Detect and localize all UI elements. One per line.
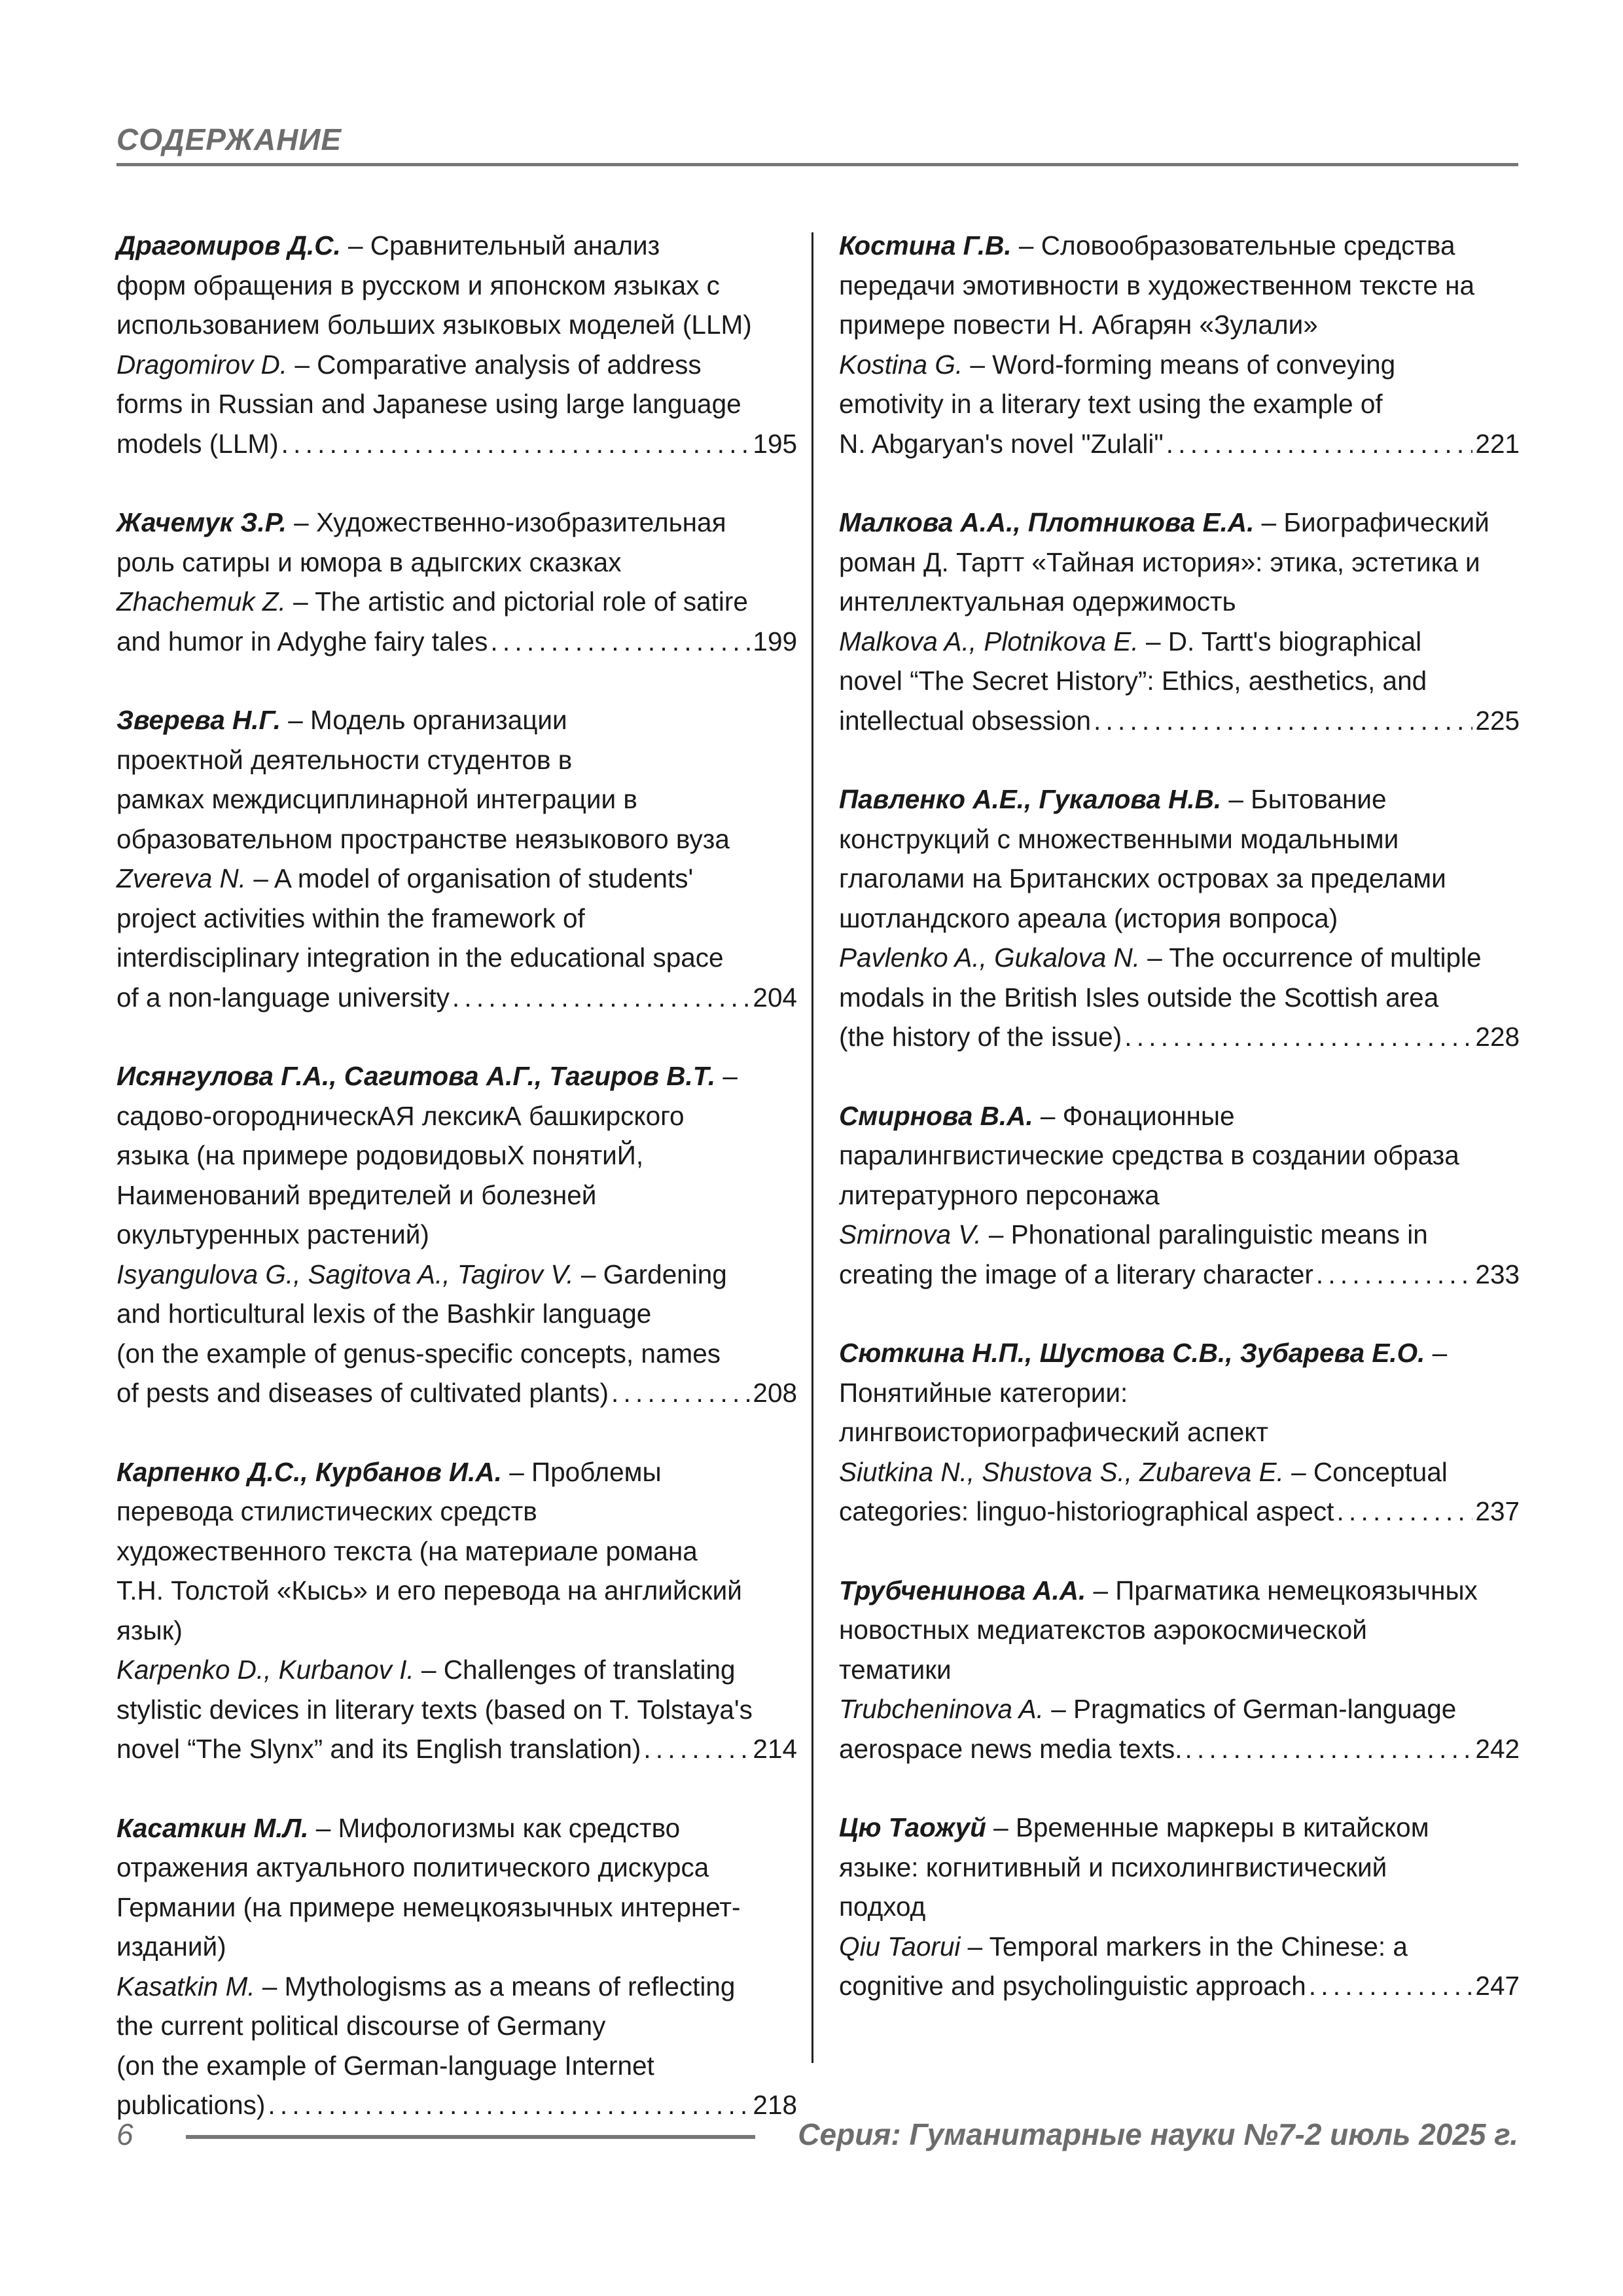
entry-title-en <box>116 859 797 1017</box>
entry-title-ru <box>116 700 797 859</box>
entry-title-ru <box>839 780 1520 938</box>
page-number: 6 <box>116 2117 134 2151</box>
leader-dots <box>490 622 750 662</box>
page-ref[interactable]: 221 <box>1475 428 1520 459</box>
entry-title-ru <box>839 1808 1520 1927</box>
leader-dots <box>1309 1966 1473 2006</box>
toc-column-right <box>839 226 1520 2045</box>
title-ru-line: шотландского ареала (история вопроса) <box>839 903 1338 933</box>
title-en-line <box>839 1452 1520 1492</box>
title-en-text: – Word-forming means of conveying <box>963 349 1396 380</box>
toc-entry[interactable] <box>116 226 797 463</box>
author-ru: Драгомиров Д.С. <box>116 230 341 260</box>
author-en: Qiu Taorui <box>839 1931 961 1962</box>
title-ru-line: окультуренных растений) <box>116 1219 429 1249</box>
toc-entry[interactable] <box>839 780 1520 1057</box>
title-ru-line: интеллектуальная одержимость <box>839 586 1236 617</box>
title-en-text: models (LLM) <box>116 428 279 459</box>
title-ru-line <box>839 780 1520 819</box>
title-ru-line: Т.Н. Толстой «Кысь» и его перевода на английский <box>116 1575 742 1605</box>
author-en: Dragomirov D. <box>116 349 288 380</box>
author-ru: Цю Таожуй <box>839 1812 986 1842</box>
leader-dots <box>1166 424 1473 464</box>
toc-entry[interactable] <box>116 1808 797 2125</box>
title-en-last-line <box>839 424 1520 464</box>
title-ru-line: роман Д. Тартт «Тайная история»: этика, эстетика и <box>839 547 1480 577</box>
title-ru-line <box>116 700 797 740</box>
author-en: Karpenko D., Kurbanov I. <box>116 1655 414 1685</box>
title-ru-text: – Понятийные категории: <box>839 1338 1448 1408</box>
toc-entry[interactable] <box>839 503 1520 740</box>
title-ru-line: паралингвистические средства в создании образа <box>839 1140 1459 1170</box>
title-en-line: interdisciplinary integration in the educational space <box>116 942 724 973</box>
title-en-line <box>116 1650 797 1690</box>
title-en-line: forms in Russian and Japanese using large language <box>116 389 741 419</box>
leader-dots <box>268 2085 750 2125</box>
leader-dots <box>643 1729 750 1769</box>
page-ref[interactable]: 214 <box>753 1734 797 1764</box>
title-ru-text: – Проблемы <box>501 1456 662 1487</box>
title-en-line: and horticultural lexis of the Bashkir language <box>116 1299 652 1329</box>
title-en-text: – Gardening <box>573 1259 727 1289</box>
title-ru-line: использованием больших языковых моделей (LLM) <box>116 310 752 340</box>
title-ru-text: – Биографический <box>1254 507 1489 537</box>
author-ru: Малкова А.А., Плотникова Е.А. <box>839 507 1255 537</box>
toc-entry[interactable] <box>839 1808 1520 2006</box>
title-ru-line <box>839 1096 1520 1136</box>
title-en-text: – Conceptual <box>1283 1456 1448 1487</box>
title-ru-line: рамках междисциплинарной интеграции в <box>116 784 637 814</box>
title-ru-text: – Бытование <box>1221 784 1387 814</box>
title-en-text: (the history of the issue) <box>839 1022 1122 1052</box>
title-en-line <box>116 859 797 899</box>
title-en-last-line <box>116 424 797 464</box>
author-ru: Исянгулова Г.А., Сагитова А.Г., Тагиров В.Т. <box>116 1061 716 1091</box>
page-ref[interactable]: 228 <box>1475 1022 1520 1052</box>
author-en: Pavlenko A., Gukalova N. <box>839 942 1140 973</box>
title-en-line <box>839 1215 1520 1255</box>
title-en-line <box>839 1689 1520 1729</box>
title-en-text: – Temporal markers in the Chinese: a <box>960 1931 1408 1962</box>
title-en-last-line <box>839 1017 1520 1057</box>
title-en-line: the current political discourse of Germany <box>116 2011 606 2041</box>
title-en-line <box>116 345 797 385</box>
title-ru-line: Наименований вредителей и болезней <box>116 1179 597 1210</box>
title-ru-line <box>839 226 1520 266</box>
page-ref[interactable]: 208 <box>753 1378 797 1408</box>
title-ru-line: языке: когнитивный и психолингвистический <box>839 1852 1387 1882</box>
leader-dots <box>1094 701 1472 741</box>
page-ref[interactable]: 247 <box>1475 1971 1520 2001</box>
title-en-line: (on the example of German-language Internet <box>116 2050 654 2081</box>
title-ru-line: литературного персонажа <box>839 1179 1160 1210</box>
title-ru-line: подход <box>839 1892 926 1922</box>
title-en-text: and humor in Adyghe fairy tales <box>116 626 488 656</box>
leader-dots <box>452 978 751 1018</box>
entry-title-en <box>116 345 797 464</box>
title-ru-line <box>839 1333 1520 1412</box>
title-ru-line <box>116 503 797 543</box>
title-en-last-line <box>839 1492 1520 1532</box>
title-ru-line: глаголами на Британских островах за пределами <box>839 863 1446 893</box>
title-en-last-line <box>116 1729 797 1769</box>
title-ru-line: образовательном пространстве неязыкового вуза <box>116 823 730 854</box>
page-ref[interactable]: 199 <box>753 626 797 656</box>
title-ru-line <box>839 503 1520 543</box>
entry-title-ru <box>116 503 797 582</box>
title-en-text: – Comparative analysis of address <box>287 349 702 380</box>
journal-series: Серия: Гуманитарные науки №7-2 июль 2025 г. <box>798 2117 1518 2151</box>
title-ru-line: художественного текста (на материале романа <box>116 1535 698 1566</box>
author-ru: Жачемук З.Р. <box>116 507 287 537</box>
title-ru-line: передачи эмотивности в художественном тексте на <box>839 270 1475 300</box>
title-en-line: novel “The Secret History”: Ethics, aesthetics, and <box>839 666 1427 696</box>
title-ru-line: Германии (на примере немецкоязычных интернет- <box>116 1892 741 1922</box>
entry-title-en <box>116 582 797 661</box>
author-en: Smirnova V. <box>839 1219 982 1249</box>
title-en-text: N. Abgaryan's novel "Zulali" <box>839 428 1164 459</box>
title-en-text: categories: linguo-historiographical aspect <box>839 1496 1334 1526</box>
entry-title-ru <box>116 1056 797 1255</box>
author-en: Kostina G. <box>839 349 963 380</box>
leader-dots <box>1336 1492 1472 1532</box>
title-en-text: – A model of organisation of students' <box>246 863 694 893</box>
author-en: Malkova A., Plotnikova E. <box>839 626 1139 656</box>
title-en-text: of a non-language university <box>116 982 450 1013</box>
title-ru-line: отражения актуального политического дискурса <box>116 1852 709 1882</box>
page-ref[interactable]: 237 <box>1475 1496 1520 1526</box>
title-ru-line: роль сатиры и юмора в адыгских сказках <box>116 547 622 577</box>
toc-entry[interactable] <box>116 1452 797 1769</box>
title-en-text: – Pragmatics of German-language <box>1043 1694 1457 1724</box>
title-ru-text: – Сравнительный анализ <box>340 230 660 260</box>
title-ru-line: тематики <box>839 1654 952 1685</box>
title-en-line <box>839 345 1520 385</box>
entry-title-en <box>839 1215 1520 1294</box>
entry-title-en <box>839 1452 1520 1532</box>
title-en-line <box>839 938 1520 978</box>
title-en-last-line <box>116 978 797 1018</box>
toc-entry[interactable] <box>839 1333 1520 1532</box>
title-en-text: – Phonational paralinguistic means in <box>981 1219 1428 1249</box>
author-en: Zhachemuk Z. <box>116 586 286 617</box>
title-en-line <box>116 1967 797 2007</box>
entry-title-en <box>116 1650 797 1769</box>
toc-column-left <box>116 226 797 2164</box>
title-en-text: creating the image of a literary character <box>839 1259 1313 1289</box>
title-ru-line: перевода стилистических средств <box>116 1496 537 1526</box>
author-ru: Костина Г.В. <box>839 230 1012 260</box>
toc-entry[interactable] <box>839 226 1520 463</box>
toc-entry[interactable] <box>839 1571 1520 1769</box>
toc-entry[interactable] <box>839 1096 1520 1295</box>
author-en: Trubcheninova A. <box>839 1694 1044 1724</box>
title-en-line <box>839 622 1520 662</box>
page-title: СОДЕРЖАНИЕ <box>116 122 342 156</box>
title-en-line: (on the example of genus-specific concepts, names <box>116 1338 721 1369</box>
title-ru-line: изданий) <box>116 1931 226 1962</box>
title-ru-text: – Фонационные <box>1033 1100 1235 1131</box>
author-ru: Смирнова В.А. <box>839 1100 1033 1131</box>
column-divider <box>812 232 813 2063</box>
title-en-text: novel “The Slynx” and its English translation) <box>116 1734 641 1764</box>
title-ru-line <box>116 1808 797 1848</box>
page-ref[interactable]: 233 <box>1475 1259 1520 1289</box>
title-en-line <box>839 1927 1520 1967</box>
title-en-text: – The occurrence of multiple <box>1139 942 1482 973</box>
page-ref[interactable]: 218 <box>753 2090 797 2120</box>
title-ru-line: лингвоисториографический аспект <box>839 1417 1268 1447</box>
author-ru: Павленко А.Е., Гукалова Н.В. <box>839 784 1222 814</box>
page-ref[interactable]: 195 <box>753 428 797 459</box>
author-en: Siutkina N., Shustova S., Zubareva E. <box>839 1456 1284 1487</box>
page-ref[interactable]: 204 <box>753 982 797 1013</box>
entry-title-ru <box>839 1096 1520 1215</box>
title-ru-text: – <box>715 1061 738 1091</box>
title-en-text: aerospace news media texts. <box>839 1733 1183 1764</box>
title-ru-text: – Словообразовательные средства <box>1011 230 1455 260</box>
toc-entry[interactable] <box>116 503 797 661</box>
title-en-last-line <box>839 1255 1520 1295</box>
title-ru-text: – Модель организации <box>281 705 567 735</box>
title-en-line: project activities within the framework of <box>116 903 585 933</box>
author-ru: Трубченинова А.А. <box>839 1575 1086 1605</box>
entry-title-ru <box>116 1808 797 1967</box>
author-ru: Карпенко Д.С., Курбанов И.А. <box>116 1456 502 1487</box>
leader-dots <box>611 1373 750 1413</box>
title-ru-line: новостных медиатекстов аэрокосмической <box>839 1615 1367 1645</box>
title-en-text: – D. Tartt's biographical <box>1138 626 1422 656</box>
header-divider <box>116 163 1518 166</box>
title-en-line: stylistic devices in literary texts (based on T. Tolstaya's <box>116 1694 753 1725</box>
entry-title-en <box>839 938 1520 1057</box>
title-en-line: emotivity in a literary text using the example of <box>839 389 1383 419</box>
title-en-text: publications) <box>116 2090 266 2120</box>
title-ru-text: – Временные маркеры в китайском <box>986 1812 1429 1842</box>
title-en-line <box>116 1255 797 1295</box>
entry-title-ru <box>839 1571 1520 1690</box>
author-en: Kasatkin M. <box>116 1971 255 2001</box>
title-en-last-line <box>839 1966 1520 2006</box>
title-en-last-line <box>116 622 797 662</box>
author-en: Zvereva N. <box>116 863 247 893</box>
title-ru-line <box>839 1571 1520 1611</box>
title-ru-text: – Художественно-изобразительная <box>286 507 726 537</box>
title-en-text: – Challenges of translating <box>414 1655 736 1685</box>
title-en-text: intellectual obsession <box>839 705 1091 736</box>
title-ru-line <box>116 1056 797 1096</box>
title-ru-line: форм обращения в русском и японском языках с <box>116 270 720 300</box>
entry-title-en <box>839 1927 1520 2006</box>
author-ru: Сюткина Н.П., Шустова С.В., Зубарева Е.О. <box>839 1338 1425 1368</box>
title-ru-line <box>839 1808 1520 1848</box>
entry-title-en <box>839 345 1520 464</box>
title-ru-line <box>116 1452 797 1492</box>
entry-title-ru <box>839 1333 1520 1452</box>
page-ref[interactable]: 242 <box>1475 1733 1520 1764</box>
title-en-text: – The artistic and pictorial role of satire <box>285 586 748 617</box>
title-ru-text: – Мифологизмы как средство <box>308 1812 681 1843</box>
title-en-last-line <box>116 1373 797 1413</box>
entry-title-ru <box>839 226 1520 345</box>
leader-dots <box>1185 1729 1473 1769</box>
entry-title-ru <box>116 1452 797 1651</box>
entry-title-en <box>116 1255 797 1413</box>
title-en-last-line <box>839 1729 1520 1769</box>
entry-title-en <box>839 1689 1520 1768</box>
entry-title-en <box>839 622 1520 741</box>
title-ru-line: конструкций с множественными модальными <box>839 823 1399 854</box>
title-en-last-line <box>839 701 1520 741</box>
title-ru-line: садово-огородническАЯ лексикА башкирского <box>116 1100 685 1131</box>
author-en: Isyangulova G., Sagitova A., Tagirov V. <box>116 1259 574 1289</box>
entry-title-ru <box>839 503 1520 622</box>
title-en-line: modals in the British Isles outside the Scottish area <box>839 982 1439 1013</box>
leader-dots <box>1124 1017 1472 1057</box>
leader-dots <box>1316 1255 1473 1295</box>
title-en-text: cognitive and psycholinguistic approach <box>839 1971 1306 2001</box>
author-ru: Зверева Н.Г. <box>116 705 281 735</box>
footer-divider <box>186 2135 755 2139</box>
title-ru-line: язык) <box>116 1615 183 1645</box>
leader-dots <box>281 424 751 464</box>
toc-entry[interactable] <box>116 700 797 1017</box>
title-ru-text: – Прагматика немецкоязычных <box>1086 1575 1478 1605</box>
title-en-line <box>116 582 797 622</box>
title-ru-line: проектной деятельности студентов в <box>116 744 573 775</box>
title-ru-line: примере повести Н. Абгарян «Зулали» <box>839 310 1318 340</box>
toc-entry[interactable] <box>116 1056 797 1413</box>
entry-title-ru <box>116 226 797 345</box>
page-ref[interactable]: 225 <box>1475 705 1520 736</box>
title-ru-line <box>116 226 797 266</box>
author-ru: Касаткин М.Л. <box>116 1812 309 1843</box>
entry-title-en <box>116 1967 797 2125</box>
title-ru-line: языка (на примере родовидовыХ понятиЙ, <box>116 1140 644 1170</box>
title-en-last-line <box>116 2085 797 2125</box>
title-en-text: – Mythologisms as a means of reflecting <box>255 1971 736 2001</box>
title-en-text: of pests and diseases of cultivated plants) <box>116 1378 609 1408</box>
